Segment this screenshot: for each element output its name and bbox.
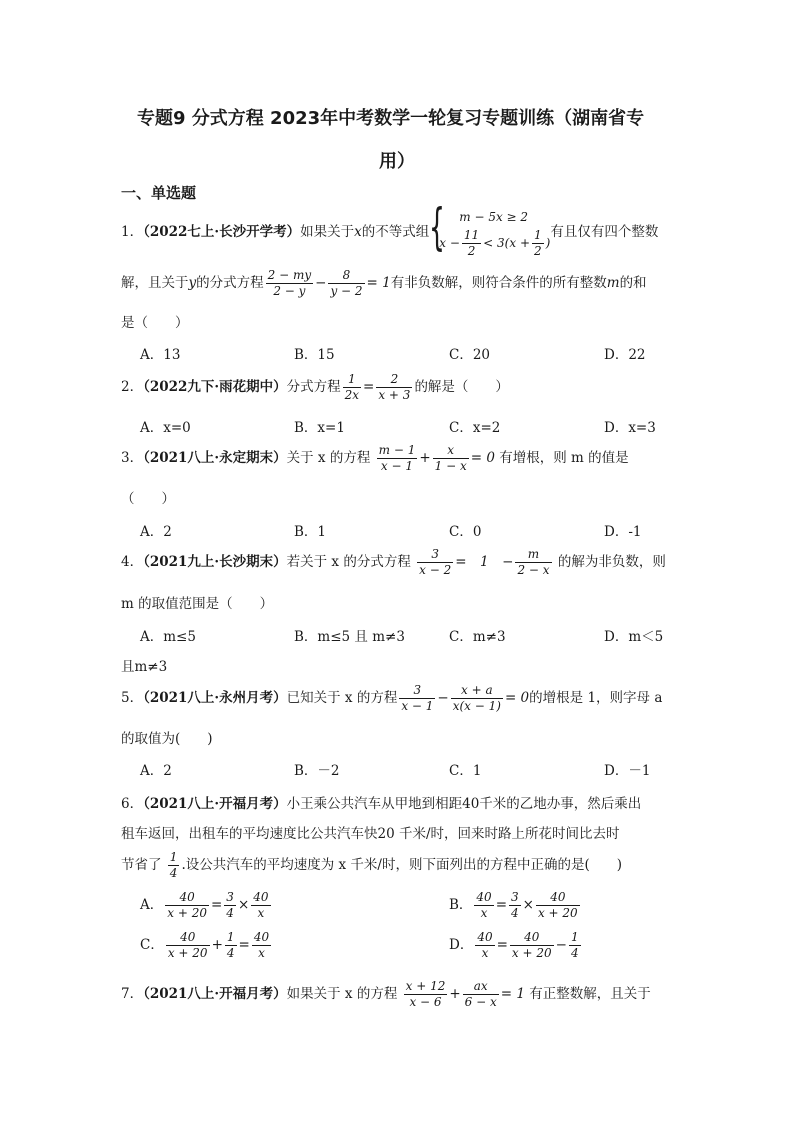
- question-number: 1．: [121, 224, 144, 240]
- question-6-line-2: 租车返回，出租车的平均速度比公共汽车快20 千米/时，回来时路上所花时间比去时: [121, 826, 620, 842]
- page-title-continued: 用）: [379, 151, 415, 172]
- section-heading: 一、单选题: [121, 184, 197, 202]
- option-a[interactable]: A．m≤5: [140, 629, 196, 645]
- option-d[interactable]: D． $\frac{40}{x}$ = $\frac{40}{x + 20}$ − $\frac{1}{4}$: [449, 930, 579, 960]
- question-source: （2021八上·开福月考）: [143, 986, 287, 1002]
- option-c[interactable]: C．1: [449, 763, 482, 779]
- option-d[interactable]: D．－1: [604, 763, 651, 779]
- question-7-line-1: 7．（2021八上·开福月考）如果关于 x 的方程 $\frac{x + 12}{x - 6}$ + $\frac{ax}{6 - x}$ = 1 有正整数解，且关于: [121, 979, 651, 1009]
- option-a[interactable]: A．x=0: [140, 420, 191, 436]
- question-3-line-2: （ ）: [121, 491, 175, 507]
- question-2-line-1: 2．（2022九下·雨花期中）分式方程 $\frac{1}{2x}$ = $\frac{2}{x + 3}$ 的解是（ ）: [121, 372, 509, 402]
- option-c[interactable]: C．m≠3: [449, 629, 506, 645]
- option-a[interactable]: A．2: [140, 763, 172, 779]
- option-c[interactable]: C．20: [449, 347, 491, 363]
- option-c[interactable]: C．x=2: [449, 420, 501, 436]
- question-1-line-2: 解，且关于y的分式方程 $\frac{2 - my}{2 - y}$ − $\frac{8}{y - 2}$ = 1有非负数解，则符合条件的所有整数m的和: [121, 268, 647, 298]
- question-5-line-2: 的取值为( ): [121, 731, 213, 747]
- question-1-line-1: 1．（2022七上·长沙开学考）如果关于x的不等式组 { m − 5x ≥ 2 x − $\frac{11}{2}$ < 3(x + $\frac{1}{2}$ ) 有且仅有四个整数: [121, 198, 659, 258]
- option-b[interactable]: B． $\frac{40}{x}$ = $\frac{3}{4}$ × $\frac{40}{x + 20}$: [449, 890, 578, 920]
- option-d[interactable]: D．-1: [604, 524, 642, 540]
- question-source: （2021八上·永定期末）: [143, 450, 287, 466]
- question-3-line-1: 3．（2021八上·永定期末）关于 x 的方程 $\frac{m - 1}{x - 1}$ + $\frac{x}{1 - x}$ = 0 有增根，则 m 的值是: [121, 443, 629, 473]
- option-a[interactable]: A．13: [140, 347, 181, 363]
- option-b[interactable]: B．15: [294, 347, 335, 363]
- option-d[interactable]: D．m＜5: [604, 629, 664, 645]
- question-5-line-1: 5．（2021八上·永州月考）已知关于 x 的方程 $\frac{3}{x - 1}$ − $\frac{x + a}{x(x - 1)}$ = 0的增根是 1，则字母 a: [121, 683, 663, 713]
- question-6-line-3: 节省了 $\frac{1}{4}$ .设公共汽车的平均速度为 x 千米/时，则下面列出的方程中正确的是( ): [121, 850, 623, 880]
- option-b[interactable]: B．x=1: [294, 420, 345, 436]
- option-a[interactable]: A． $\frac{40}{x + 20}$ = $\frac{3}{4}$ × $\frac{40}{x}$: [140, 890, 269, 920]
- option-d[interactable]: D．x=3: [604, 420, 656, 436]
- question-source: （2022七上·长沙开学考）: [143, 224, 301, 240]
- option-c[interactable]: C． $\frac{40}{x + 20}$ + $\frac{1}{4}$ = $\frac{40}{x}$: [140, 930, 270, 960]
- page-title: 专题9 分式方程 2023年中考数学一轮复习专题训练（湖南省专: [137, 108, 645, 129]
- question-source: （2021八上·永州月考）: [143, 690, 287, 706]
- question-4-line-1: 4．（2021九上·长沙期末）若关于 x 的分式方程 $\frac{3}{x - 2}$ = 1 − $\frac{m}{2 - x}$ 的解为非负数，则: [121, 547, 666, 577]
- option-c[interactable]: C．0: [449, 524, 482, 540]
- option-d-wrap: 且m≠3: [121, 659, 168, 675]
- option-a[interactable]: A．2: [140, 524, 172, 540]
- question-1-line-3: 是（ ）: [121, 315, 189, 331]
- question-source: （2021九上·长沙期末）: [143, 554, 287, 570]
- left-brace-icon: {: [429, 198, 446, 256]
- option-d[interactable]: D．22: [604, 347, 646, 363]
- option-b[interactable]: B．－2: [294, 763, 340, 779]
- option-b[interactable]: B．m≤5 且 m≠3: [294, 629, 405, 645]
- option-b[interactable]: B．1: [294, 524, 327, 540]
- question-source: （2022九下·雨花期中）: [143, 379, 287, 395]
- question-source: （2021八上·开福月考）: [143, 796, 287, 812]
- question-4-line-2: m 的取值范围是（ ）: [121, 596, 274, 612]
- question-6-line-1: 6．（2021八上·开福月考）小王乘公共汽车从甲地到相距40千米的乙地办事，然后乘出: [121, 796, 642, 812]
- inequality-system: { m − 5x ≥ 2 x − $\frac{11}{2}$ < 3(x + $\frac{1}{2}$ ): [429, 198, 551, 258]
